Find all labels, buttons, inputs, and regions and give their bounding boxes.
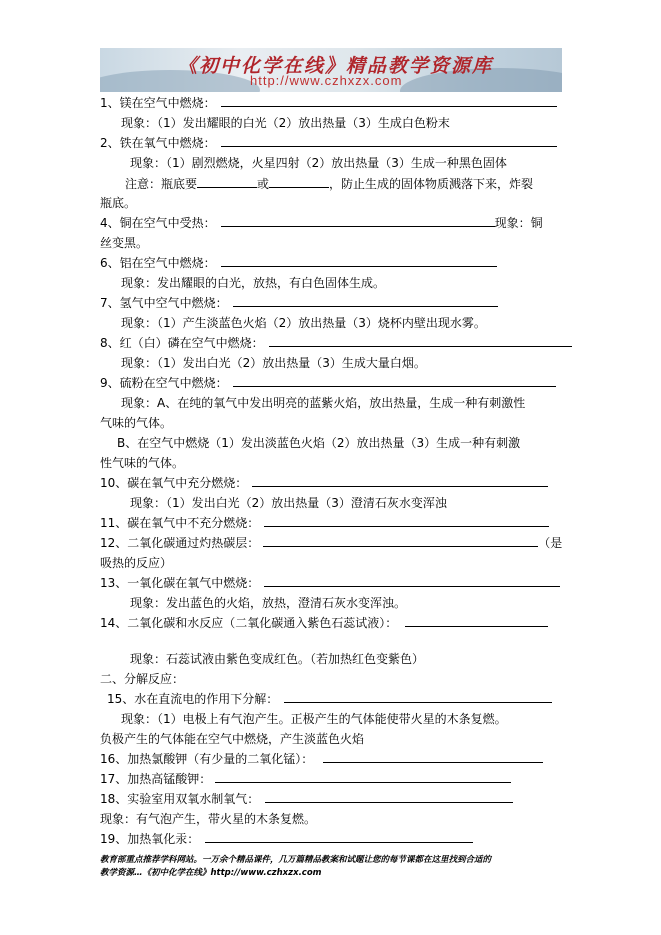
item-4-phenomenon-cont: 丝变黑。 xyxy=(100,236,149,250)
item-7-hydrogen: 7、氢气中空气中燃烧： xyxy=(100,294,562,312)
footer-line-2: 教学资源…《初中化学在线》http://www.czhxzx.com xyxy=(100,868,322,878)
answer-blank[interactable] xyxy=(269,175,329,188)
answer-blank[interactable] xyxy=(405,614,548,627)
item-15-phenomenon-cont: 负极产生的气体能在空气中燃烧，产生淡蓝色火焰 xyxy=(100,732,365,746)
item-12-note: 吸热的反应） xyxy=(100,556,173,570)
answer-blank[interactable] xyxy=(221,214,495,227)
item-2-iron: 2、铁在氧气中燃烧： xyxy=(100,134,562,152)
item-2-note-cont: 瓶底。 xyxy=(100,196,137,210)
section-decomposition-heading: 二、分解反应： xyxy=(100,672,185,686)
item-10-carbon-full: 10、碳在氧气中充分燃烧： xyxy=(100,474,562,492)
item-9-phenomenon-a-cont: 气味的气体。 xyxy=(100,416,173,430)
answer-blank[interactable] xyxy=(269,334,572,347)
answer-blank[interactable] xyxy=(252,474,548,487)
answer-blank[interactable] xyxy=(221,254,497,267)
answer-blank[interactable] xyxy=(233,374,556,387)
footer-line-1: 教育部重点推荐学科网站。一万余个精品课件，几万篇精品教案和试题让您的每节课都在这里找到合适的 xyxy=(100,855,492,865)
item-13-phenomenon: 现象：发出蓝色的火焰，放热，澄清石灰水变浑浊。 xyxy=(130,596,407,610)
item-8-phenomenon: 现象：（1）发出白光（2）放出热量（3）生成大量白烟。 xyxy=(121,356,426,370)
page-footer xyxy=(100,854,562,880)
item-1-phenomenon: 现象：（1）发出耀眼的白光（2）放出热量（3）生成白色粉末 xyxy=(121,116,450,130)
answer-blank[interactable] xyxy=(205,830,473,843)
item-9-phenomenon-b: B、在空气中燃烧（1）发出淡蓝色火焰（2）放出热量（3）生成一种有刺激 xyxy=(117,436,521,450)
item-18-h2o2: 18、实验室用双氧水制氧气： xyxy=(100,790,562,808)
item-17-kmno4: 17、加热高锰酸钾： xyxy=(100,770,562,788)
item-18-phenomenon: 现象：有气泡产生，带火星的木条复燃。 xyxy=(100,812,317,826)
item-14-phenomenon: 现象：石蕊试液由紫色变成红色。（若加热红色变紫色） xyxy=(130,652,425,666)
item-10-phenomenon: 现象：（1）发出白光（2）放出热量（3）澄清石灰水变浑浊 xyxy=(130,496,447,510)
item-8-phosphorus: 8、红（白）磷在空气中燃烧： xyxy=(100,334,562,352)
item-4-copper: 4、铜在空气中受热： 现象：铜 xyxy=(100,216,543,230)
item-19-hgo: 19、加热氧化汞： xyxy=(100,830,562,848)
item-14-co2-water: 14、二氧化碳和水反应（二氧化碳通入紫色石蕊试液）： xyxy=(100,614,562,632)
answer-blank[interactable] xyxy=(221,134,557,147)
item-13-co: 13、一氧化碳在氧气中燃烧： xyxy=(100,574,562,592)
answer-blank[interactable] xyxy=(263,534,538,547)
item-11-carbon-partial: 11、碳在氧气中不充分燃烧： xyxy=(100,514,562,532)
item-2-phenomenon: 现象：（1）剧烈燃烧，火星四射（2）放出热量（3）生成一种黑色固体 xyxy=(130,156,507,170)
item-15-phenomenon: 现象：（1）电极上有气泡产生。正极产生的气体能使带火星的木条复燃。 xyxy=(121,712,507,726)
answer-blank[interactable] xyxy=(265,790,513,803)
item-16-kclo3: 16、加热氯酸钾（有少量的二氧化锰）： xyxy=(100,750,562,768)
answer-blank[interactable] xyxy=(233,294,498,307)
answer-blank[interactable] xyxy=(197,175,257,188)
banner-title: 《初中化学在线》精品教学资源库 xyxy=(178,55,494,77)
answer-blank[interactable] xyxy=(284,690,552,703)
answer-blank[interactable] xyxy=(215,770,511,783)
banner-url-link[interactable]: http://www.czhxzx.com xyxy=(250,73,403,88)
item-7-phenomenon: 现象：（1）产生淡蓝色火焰（2）放出热量（3）烧杯内壁出现水雾。 xyxy=(121,316,486,330)
header-banner xyxy=(100,48,562,92)
answer-blank[interactable] xyxy=(264,514,549,527)
item-12-co2-carbon: 12、二氧化碳通过灼热碳层： （是 xyxy=(100,536,563,550)
item-9-phenomenon-b-cont: 性气味的气体。 xyxy=(100,456,185,470)
item-6-aluminum: 6、铝在空气中燃烧： xyxy=(100,254,562,272)
answer-blank[interactable] xyxy=(264,574,560,587)
item-15-electrolysis: 15、水在直流电的作用下分解： xyxy=(100,690,569,708)
answer-blank[interactable] xyxy=(221,94,557,107)
item-2-note: 注意：瓶底要 或 ，防止生成的固体物质溅落下来，炸裂 xyxy=(125,177,534,191)
item-6-phenomenon: 现象：发出耀眼的白光，放热，有白色固体生成。 xyxy=(121,276,386,290)
item-1-magnesium: 1、镁在空气中燃烧： xyxy=(100,94,562,112)
item-9-sulfur: 9、硫粉在空气中燃烧： xyxy=(100,374,562,392)
item-9-phenomenon-a: 现象：A、在纯的氧气中发出明亮的蓝紫火焰，放出热量，生成一种有刺激性 xyxy=(121,396,526,410)
answer-blank[interactable] xyxy=(323,750,543,763)
